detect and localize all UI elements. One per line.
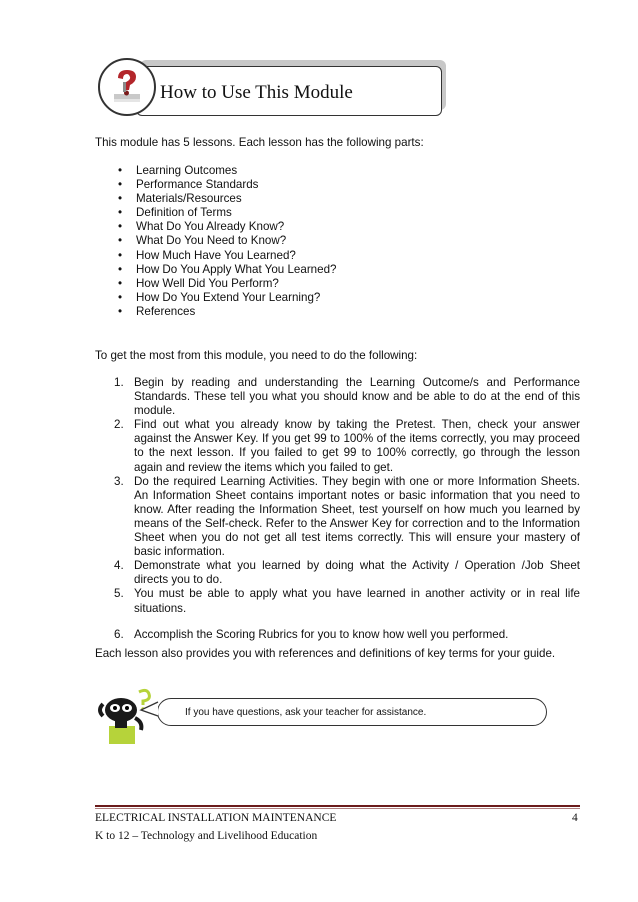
- list-item: • How Do You Extend Your Learning?: [118, 291, 336, 305]
- footer-divider-secondary: [95, 808, 580, 809]
- step-item: [114, 475, 580, 560]
- list-item: • How Do You Apply What You Learned?: [118, 263, 336, 277]
- step-item: [114, 628, 580, 642]
- closing-paragraph: Each lesson also provides you with references and definitions of key terms for your guide.: [95, 647, 556, 660]
- list-item: • What Do You Need to Know?: [118, 234, 336, 248]
- step-number: 4.: [114, 559, 124, 573]
- list-item: • Learning Outcomes: [118, 164, 336, 178]
- list-item: • How Well Did You Perform?: [118, 277, 336, 291]
- step-text: Accomplish the Scoring Rubrics for you to know how well you performed.: [134, 627, 509, 641]
- step-item: [114, 376, 580, 418]
- step-text: Begin by reading and understanding the Learning Outcome/s and Performance Standards. These tell you what you should know and be able to do at the end of this module.: [134, 376, 580, 418]
- list-item: • How Much Have You Learned?: [118, 249, 336, 263]
- step-number: 6.: [114, 627, 124, 641]
- page-number: 4: [572, 812, 578, 824]
- footer-subtitle: K to 12 – Technology and Livelihood Education: [95, 830, 318, 842]
- step-text: Demonstrate what you learned by doing what the Activity / Operation /Job Sheet directs you to do.: [134, 559, 580, 587]
- page-title: How to Use This Module: [160, 82, 353, 103]
- list-item: • Materials/Resources: [118, 192, 336, 206]
- question-mark-icon: [110, 68, 144, 106]
- lesson-parts-list: [118, 164, 336, 319]
- section-header: [100, 58, 450, 126]
- step-number: 2.: [114, 418, 124, 432]
- footer-course-title: ELECTRICAL INSTALLATION MAINTENANCE: [95, 812, 337, 824]
- step-item: [114, 559, 580, 587]
- callout-pointer: [139, 698, 161, 720]
- list-item: • Performance Standards: [118, 178, 336, 192]
- steps-intro-paragraph: To get the most from this module, you need to do the following:: [95, 349, 418, 362]
- step-number: 5.: [114, 587, 124, 601]
- step-text: Do the required Learning Activities. They begin with one or more Information Sheets. An Information Sheet contains important notes or basic information that you need to know. After reading the Information Sheet, test yourself on how much you learned by means of the Self-check. Refer to the Answer Key for correction and to the Information Sheet when you do not get all test items correctly. This will ensure your mastery of basic information.: [134, 474, 580, 559]
- tip-text: If you have questions, ask your teacher for assistance.: [185, 707, 427, 718]
- step-number: 1.: [114, 376, 124, 389]
- footer-divider: [95, 805, 580, 807]
- step-text: You must be able to apply what you have learned in another activity or in real life situations.: [134, 587, 580, 615]
- list-item: • Definition of Terms: [118, 206, 336, 220]
- intro-paragraph: This module has 5 lessons. Each lesson has the following parts:: [95, 136, 424, 149]
- header-icon-circle: [98, 58, 156, 116]
- step-text: Find out what you already know by taking the Pretest. Then, check your answer against the Answer Key. If you get 99 to 100% of the items correctly, you may proceed to the next lesson. If you failed to get 99 to 100% correctly, go through the lesson again and review the items which you failed to get.: [134, 418, 580, 474]
- list-item: • References: [118, 305, 336, 319]
- step-item: [114, 587, 580, 615]
- tip-callout: [95, 688, 565, 748]
- steps-list: [114, 376, 580, 642]
- list-item: • What Do You Already Know?: [118, 220, 336, 234]
- step-number: 3.: [114, 474, 124, 488]
- step-item: [114, 418, 580, 474]
